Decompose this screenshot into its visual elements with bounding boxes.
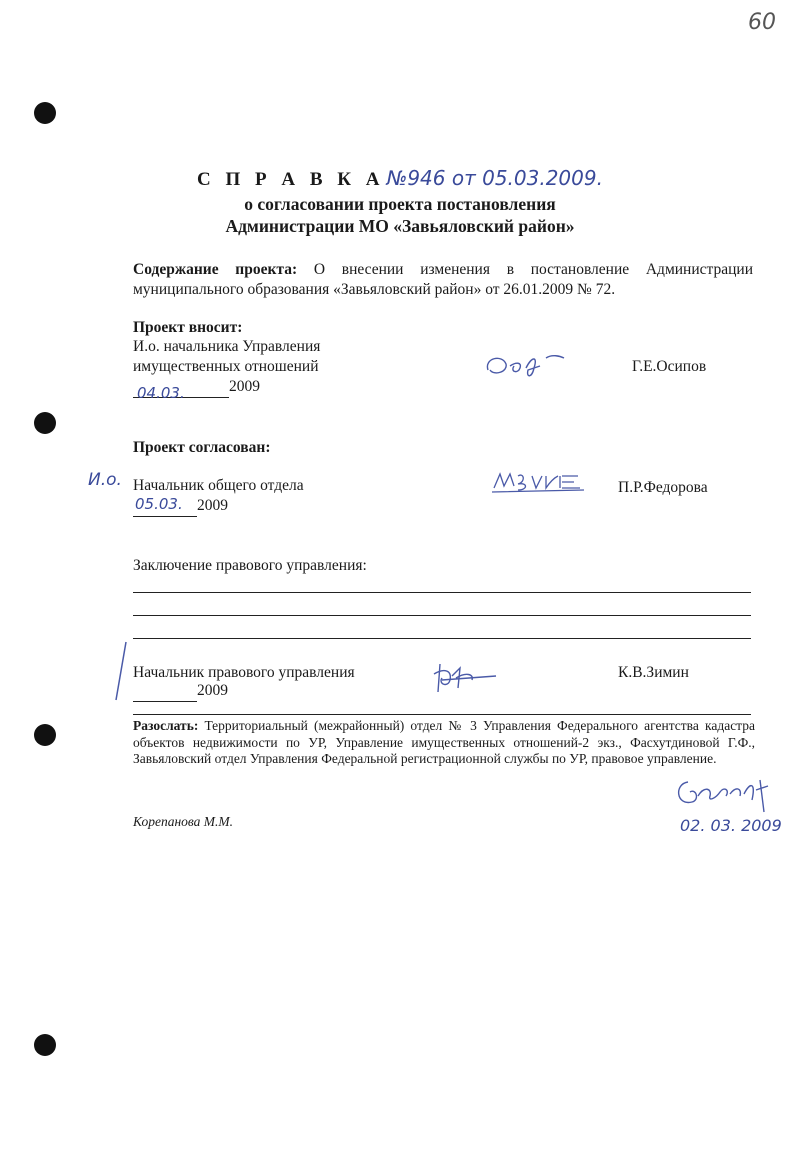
title-subtitle-1: о согласовании проекта постановления bbox=[244, 194, 556, 214]
submitter-heading: Проект вносит: bbox=[133, 319, 243, 336]
submitter-signature bbox=[480, 348, 590, 382]
approval-position: Начальник общего отдела bbox=[133, 477, 304, 494]
legal-date-blank bbox=[133, 681, 197, 702]
conclusion-line-1 bbox=[133, 592, 751, 593]
submitter-name: Г.Е.Осипов bbox=[632, 358, 707, 375]
legal-conclusion-label: Заключение правового управления: bbox=[133, 557, 367, 574]
submitter-position-2: имущественных отношений bbox=[133, 358, 319, 375]
submitter-position-1: И.о. начальника Управления bbox=[133, 338, 321, 355]
legal-name: К.В.Зимин bbox=[618, 664, 689, 681]
approval-name: П.Р.Федорова bbox=[618, 479, 708, 496]
punch-hole-1 bbox=[34, 102, 56, 124]
punch-hole-3 bbox=[34, 724, 56, 746]
legal-signature bbox=[430, 658, 510, 698]
distribution-divider bbox=[133, 714, 751, 715]
legal-year: 2009 bbox=[197, 682, 228, 699]
footer-handwritten-date: 02. 03. 2009 bbox=[680, 816, 782, 835]
approval-year: 2009 bbox=[197, 497, 228, 514]
distribution-text-1: Территориальный (межрайонный) отдел № 3 Управления Федерального агентства кадастра bbox=[198, 718, 755, 733]
legal-position: Начальник правового управления bbox=[133, 664, 355, 681]
content-text-1: О внесении изменения в постановление Администрации bbox=[297, 261, 753, 278]
author-name: Корепанова М.М. bbox=[133, 814, 234, 829]
page-number: 60 bbox=[748, 10, 776, 35]
document-title bbox=[0, 166, 800, 191]
approval-date-blank bbox=[133, 496, 197, 517]
submitter-date-handwritten: 04.03. bbox=[137, 384, 185, 402]
approval-heading: Проект согласован: bbox=[133, 439, 271, 456]
project-content bbox=[133, 260, 753, 300]
distribution-label: Разослать: bbox=[133, 718, 199, 733]
footer-signature bbox=[670, 772, 780, 816]
legal-date bbox=[133, 681, 228, 702]
distribution-line-3: Завьяловский отдел Управления Федеральной регистрационной службы по УР, правовое управление. bbox=[133, 751, 717, 766]
distribution-block bbox=[133, 718, 755, 768]
distribution-line-1 bbox=[133, 718, 755, 735]
conclusion-line-2 bbox=[133, 615, 751, 616]
content-text-2: муниципального образования «Завьяловский район» от 26.01.2009 № 72. bbox=[133, 281, 616, 298]
margin-mark bbox=[112, 640, 132, 704]
conclusion-line-3 bbox=[133, 638, 751, 639]
content-line-1 bbox=[133, 260, 753, 280]
punch-hole-2 bbox=[34, 412, 56, 434]
approval-margin-note: И.о. bbox=[88, 470, 122, 490]
title-word: С П Р А В К А bbox=[197, 169, 385, 190]
approval-date-handwritten: 05.03. bbox=[135, 495, 183, 513]
distribution-line-2: объектов недвижимости по УР, Управление имущественных отношений-2 экз., Фасхутдиновой Г.Ф., bbox=[133, 734, 755, 750]
content-label: Содержание проекта: bbox=[133, 261, 298, 278]
punch-hole-4 bbox=[34, 1034, 56, 1056]
approval-date bbox=[133, 496, 228, 517]
submitter-date bbox=[133, 377, 260, 402]
submitter-date-blank bbox=[133, 377, 229, 402]
approval-signature bbox=[488, 468, 588, 498]
title-subtitle-2: Администрации МО «Завьяловский район» bbox=[225, 216, 575, 236]
submitter-year: 2009 bbox=[229, 378, 260, 395]
handwritten-number: №946 от 05.03.2009. bbox=[386, 166, 603, 190]
